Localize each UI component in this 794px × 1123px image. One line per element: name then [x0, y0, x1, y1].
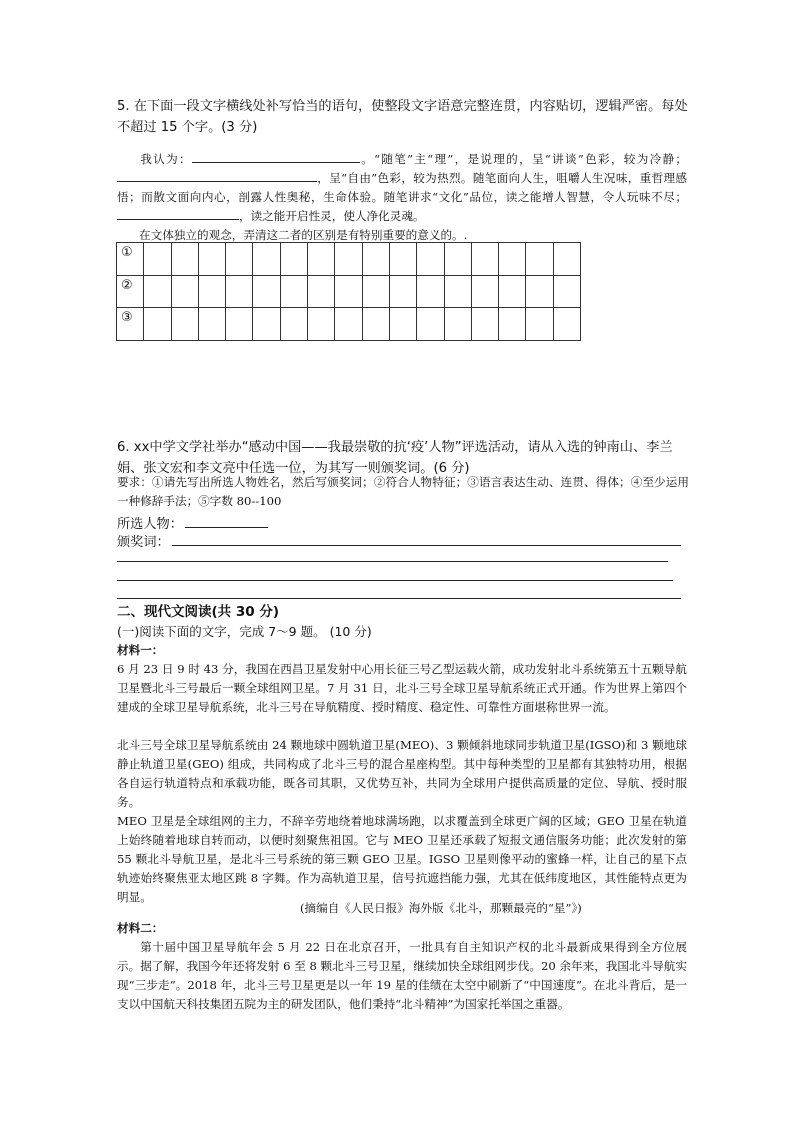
q5-text-a: 我认为： [139, 152, 192, 166]
answer-cell[interactable] [171, 308, 198, 341]
answer-cell[interactable] [444, 308, 471, 341]
q5-text-d: ，读之能开启性灵，使人净化灵魂。 [239, 209, 425, 223]
answer-cell[interactable] [144, 275, 171, 308]
answer-cell[interactable] [499, 275, 526, 308]
answer-cell[interactable] [526, 308, 553, 341]
material-1-paragraph-2: 北斗三号全球卫星导航系统由 24 颗地球中圆轨道卫星(MEO)、3 颗倾斜地球同步轨道卫星(IGSO)和 3 颗地球静止轨道卫星(GEO) 组成，共同构成了北斗三号的混合星座构型。其中每种类型的卫星都有其独特功用，根据各自运行轨道特点和承载功能，既各司其职，又优势互补，共同为全球用户提供高质量的定位、导航、授时服务。 [117, 738, 687, 809]
q5-text-b: 。“随笔”主“理”，是说理的，呈“讲谈”色彩，较为冷静； [359, 152, 687, 166]
answer-cell[interactable] [308, 308, 335, 341]
answer-cell[interactable] [226, 308, 253, 341]
q6-answer-line-4[interactable] [117, 598, 681, 599]
answer-grid [116, 242, 581, 341]
material-2-paragraph-1: 第十届中国卫星导航年会 5 月 22 日在北京召开，一批具有自主知识产权的北斗最新成果得到全方位展示。据了解，我国今年还将发射 6 至 8 颗北斗三号卫星，继续加快全球组网步伐。20 余年来，我国北斗导航实现“三步走”。2018 年，北斗三号卫星更是以一年 19 星的佳绩在太空中刷新了“中国速度”。在北斗背后，是一支以中国航天科技集团五院为主的研发团队，他们秉持“北斗精神”为国家托举国之重器。 [117, 940, 687, 1011]
q6-person-line[interactable] [185, 527, 268, 528]
answer-cell[interactable] [308, 275, 335, 308]
material-1-paragraph-3: MEO 卫星是全球组网的主力，不辞辛劳地绕着地球满场跑，以求覆盖到全球更广阔的区域；GEO 卫星在轨道上始终随着地球自转而动，以便时刻聚焦祖国。它与 MEO 卫星还承载了短报文通信服务功能；此次发射的第 55 颗北斗导航卫星，是北斗三号系统的第三颗 GEO 卫星。IGSO 卫星则像平动的蜜蜂一样，让自己的星下点轨迹始终聚焦亚太地区跳 8 字舞。作为高轨道卫星，信号抗遮挡能力强，尤其在低纬度地区，其性能特点更为明显。 [117, 814, 687, 904]
answer-cell[interactable] [226, 243, 253, 276]
answer-row-label: ① [117, 243, 144, 276]
answer-cell[interactable] [471, 308, 498, 341]
answer-row-2 [117, 275, 581, 308]
answer-cell[interactable] [499, 308, 526, 341]
q5-blank-1[interactable] [192, 150, 360, 163]
answer-cell[interactable] [389, 243, 416, 276]
answer-cell[interactable] [280, 243, 307, 276]
answer-cell[interactable] [253, 308, 280, 341]
answer-cell[interactable] [553, 275, 580, 308]
material-1-paragraph-1: 6 月 23 日 9 时 43 分，我国在西昌卫星发射中心用长征三号乙型运载火箭，成功发射北斗系统第五十五颗导航卫星暨北斗三号最后一颗全球组网卫星。7 月 31 日，北斗三号全球卫星导航系统正式开通。作为世界上第四个建成的全球卫星导航系统，北斗三号在导航精度、授时精度、稳定性、可靠性方面堪称世界一流。 [117, 662, 687, 714]
answer-cell[interactable] [362, 243, 389, 276]
q5-blank-3[interactable] [117, 207, 239, 220]
q5-text-c: ，呈“自由”色彩，较为热烈。随笔面向人生，咀嚼人生况味，重哲理感悟；而散文面向内心，剖露人性奥秘，生命体验。随笔讲求“文化”品位，读之能增人智慧，令人玩味不尽； [117, 171, 687, 204]
material-1-label: 材料一： [117, 643, 164, 657]
answer-cell[interactable] [226, 275, 253, 308]
answer-cell[interactable] [144, 243, 171, 276]
answer-cell[interactable] [553, 308, 580, 341]
answer-cell[interactable] [171, 243, 198, 276]
answer-cell[interactable] [308, 243, 335, 276]
answer-cell[interactable] [335, 308, 362, 341]
answer-cell[interactable] [335, 275, 362, 308]
answer-cell[interactable] [198, 243, 225, 276]
answer-cell[interactable] [553, 243, 580, 276]
q5-title: 5. 在下面一段文字横线处补写恰当的语句，使整段文字语意完整连贯，内容贴切，逻辑严密。每处不超过 15 个字。(3 分) [117, 99, 688, 135]
q6-title: 6. xx中学文学社举办“感动中国——我最崇敬的抗‘疫’人物”评选活动，请从入选的钟南山、李兰娟、张文宏和李文亮中任选一位，为其写一则颁奖词。(6 分) [117, 440, 673, 476]
answer-cell[interactable] [362, 308, 389, 341]
answer-row-1 [117, 243, 581, 276]
answer-cell[interactable] [444, 275, 471, 308]
answer-cell[interactable] [253, 243, 280, 276]
answer-cell[interactable] [526, 243, 553, 276]
q6-person-label: 所选人物： [117, 517, 183, 532]
answer-cell[interactable] [280, 275, 307, 308]
answer-cell[interactable] [444, 243, 471, 276]
q6-answer-line-3[interactable] [117, 580, 673, 581]
q5-passage [117, 150, 687, 226]
answer-cell[interactable] [417, 275, 444, 308]
answer-cell[interactable] [471, 275, 498, 308]
material-2-label: 材料二： [117, 921, 164, 935]
q5-text-e: 在文体独立的观念，弄清这二者的区别是有特别重要的意义的。. [139, 228, 468, 242]
material-1-source: (摘编自《人民日报》海外版《北斗，那颗最亮的“星”》) [300, 901, 582, 915]
answer-cell[interactable] [253, 275, 280, 308]
answer-cell[interactable] [144, 308, 171, 341]
answer-cell[interactable] [499, 243, 526, 276]
q5-blank-2[interactable] [117, 169, 317, 182]
answer-row-label: ③ [117, 308, 144, 341]
answer-cell[interactable] [198, 308, 225, 341]
q6-award-label: 颁奖词： [117, 535, 170, 550]
section-heading: 二、现代文阅读(共 30 分) [117, 604, 280, 620]
answer-cell[interactable] [389, 308, 416, 341]
answer-row-3 [117, 308, 581, 341]
answer-row-label: ② [117, 275, 144, 308]
q6-answer-line-1[interactable] [172, 545, 681, 546]
answer-cell[interactable] [471, 243, 498, 276]
q6-requirements: 要求：①请先写出所选人物姓名，然后写颁奖词；②符合人物特征；③语言表达生动、连贯、得体；④至少运用一种修辞手法；⑤字数 80--100 [117, 475, 689, 508]
answer-cell[interactable] [362, 275, 389, 308]
answer-cell[interactable] [417, 308, 444, 341]
answer-cell[interactable] [417, 243, 444, 276]
answer-cell[interactable] [335, 243, 362, 276]
subsection-heading: (一)阅读下面的文字，完成 7～9 题。 (10 分) [117, 624, 372, 639]
answer-cell[interactable] [526, 275, 553, 308]
q6-answer-line-2[interactable] [117, 561, 668, 562]
answer-cell[interactable] [280, 308, 307, 341]
answer-cell[interactable] [198, 275, 225, 308]
answer-cell[interactable] [389, 275, 416, 308]
answer-cell[interactable] [171, 275, 198, 308]
